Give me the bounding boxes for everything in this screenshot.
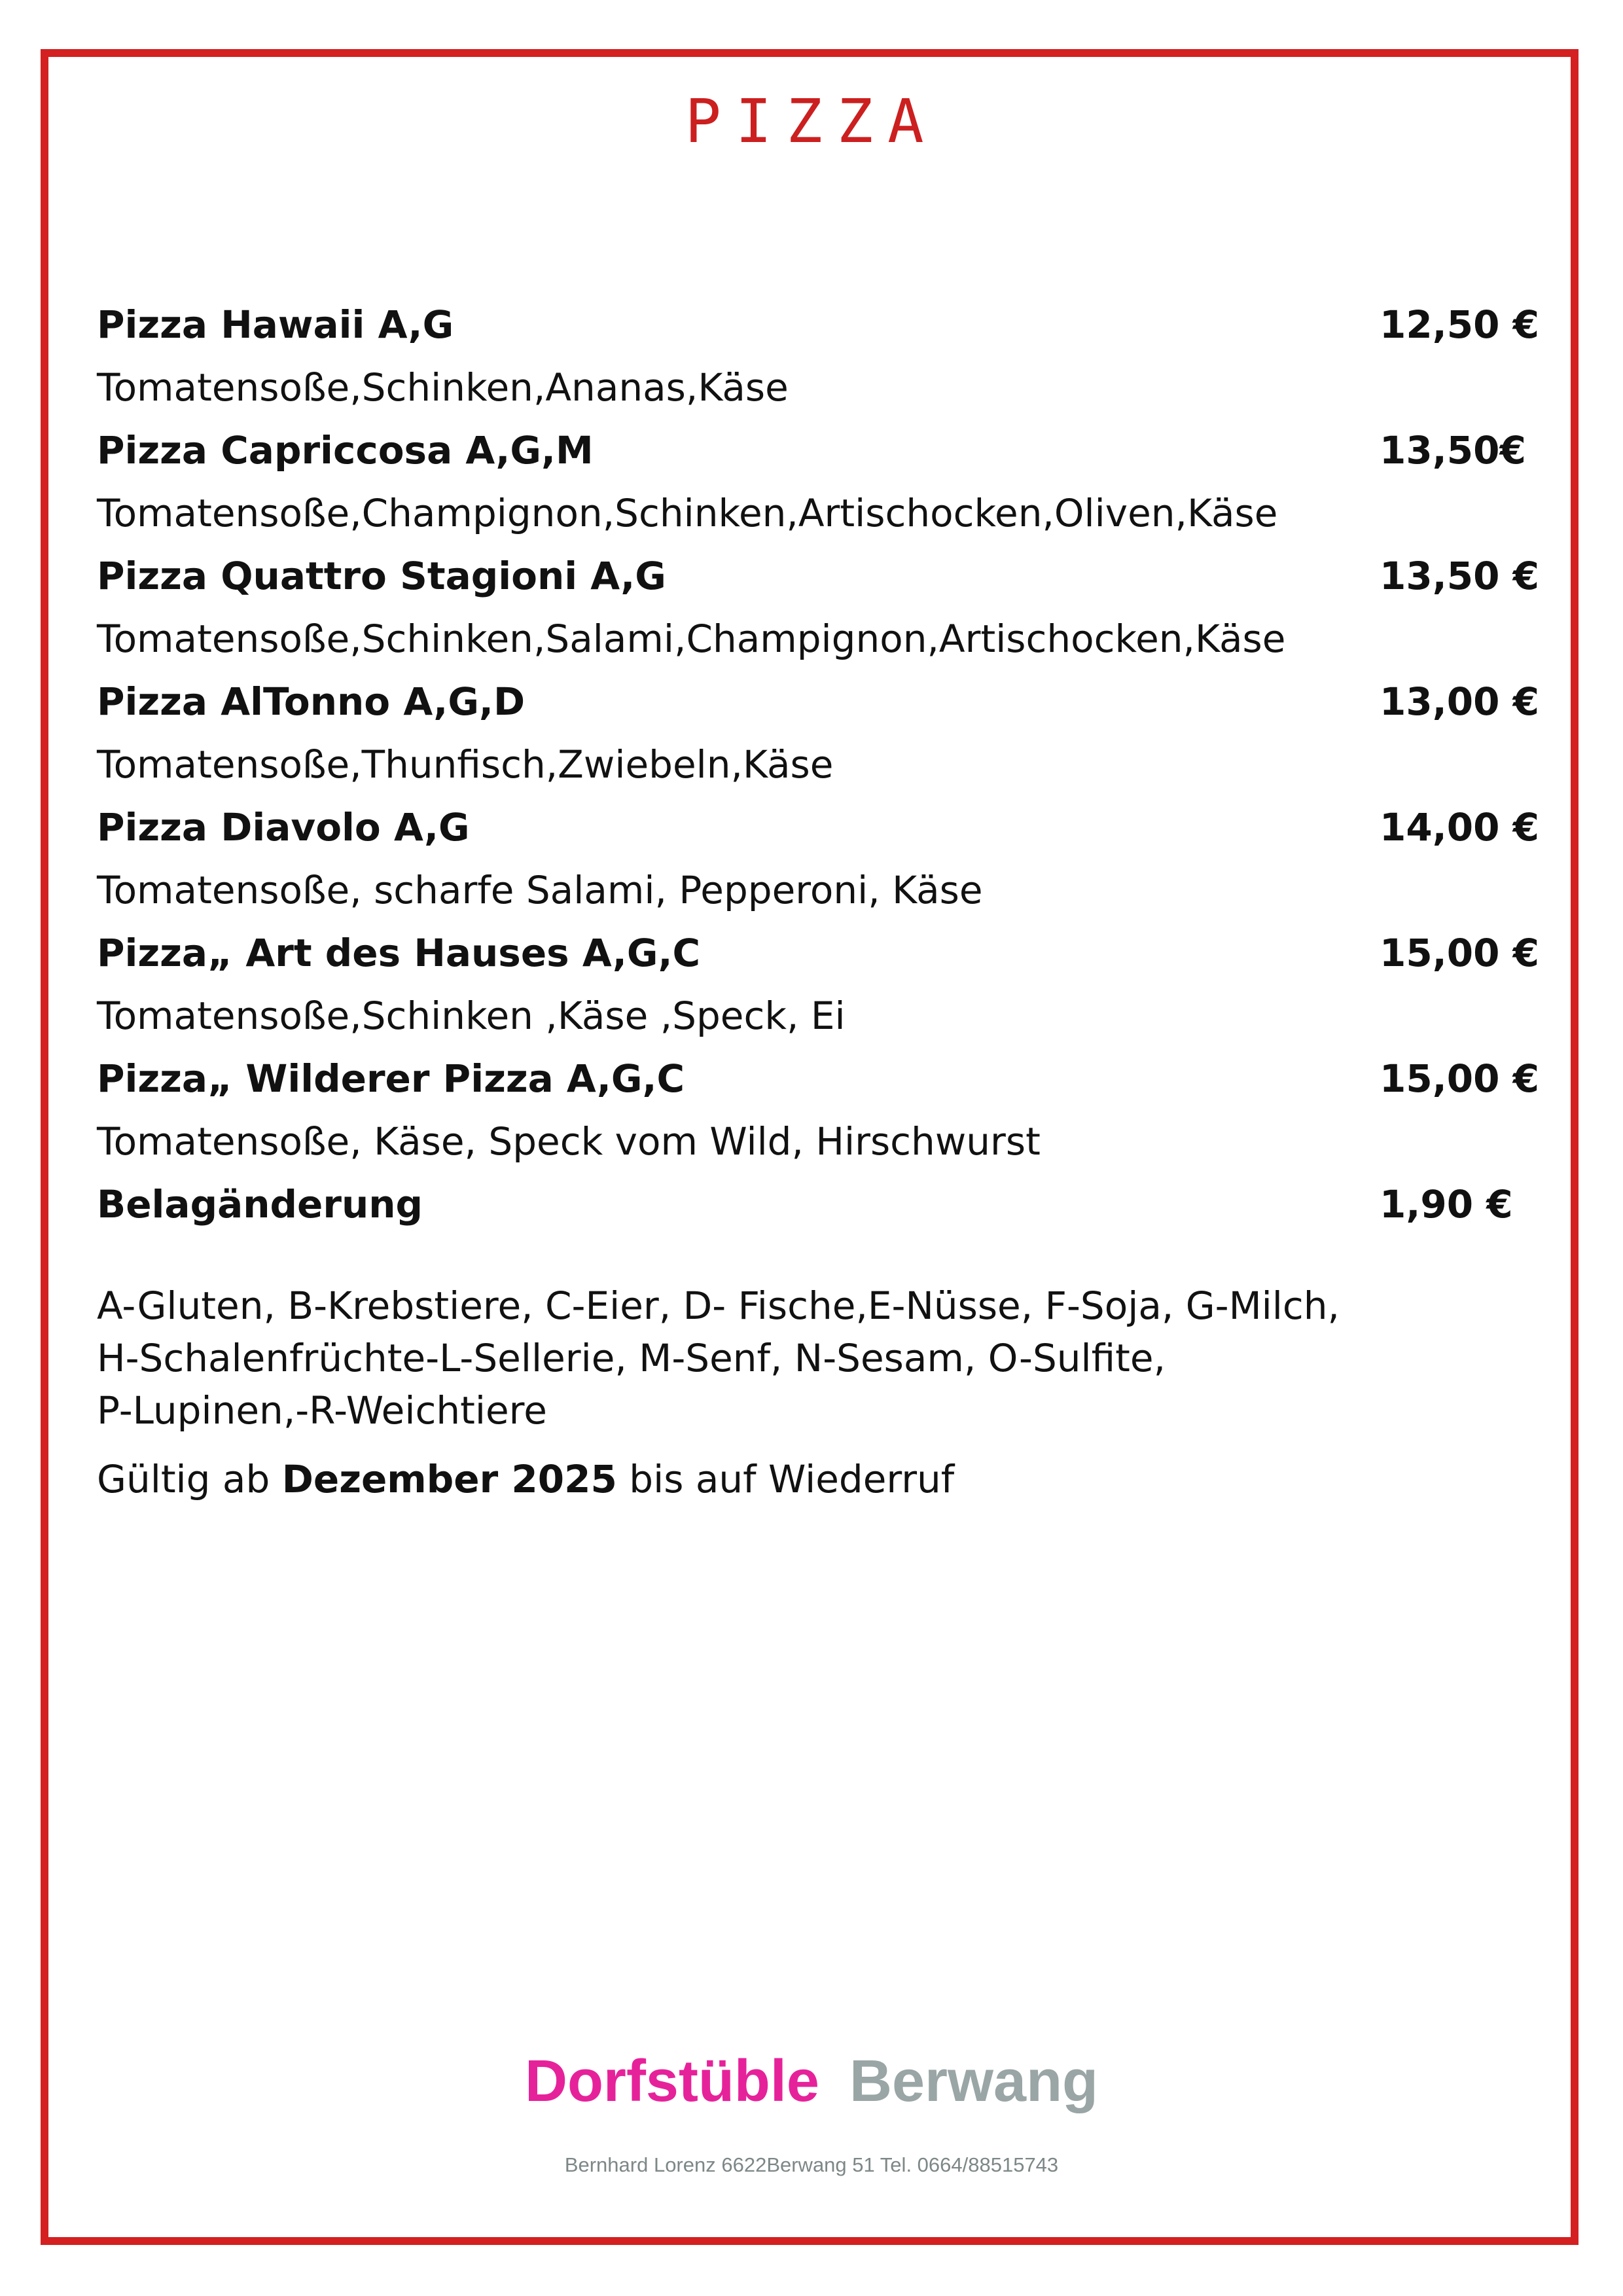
item-price: 14,00 €: [1380, 805, 1540, 850]
menu-item: [97, 922, 1540, 1047]
item-name: Pizza Capriccosa A,G,M: [97, 428, 594, 473]
item-description: Tomatensoße,Schinken ,Käse ,Speck, Ei: [97, 994, 846, 1038]
item-price: 13,00 €: [1380, 679, 1540, 724]
item-name: Pizza„ Wilderer Pizza A,G,C: [97, 1056, 685, 1101]
validity-date: Dezember 2025: [281, 1457, 617, 1501]
menu-item: [97, 670, 1540, 796]
item-price: 13,50€: [1380, 428, 1526, 473]
item-name: Pizza Quattro Stagioni A,G: [97, 554, 666, 598]
validity-prefix: Gültig ab: [97, 1457, 270, 1501]
menu-item: [97, 796, 1540, 922]
page-title: PIZZA: [685, 86, 938, 156]
item-description: Tomatensoße,Schinken,Salami,Champignon,Artischocken,Käse: [97, 617, 1286, 661]
menu-extra: [97, 1173, 1537, 1236]
item-name: Pizza Diavolo A,G: [97, 805, 470, 850]
allergen-line: A-Gluten, B-Krebstiere, C-Eier, D- Fische,E-Nüsse, F-Soja, G-Milch,: [97, 1283, 1340, 1328]
menu-item: [97, 1047, 1540, 1173]
footer-address: Bernhard Lorenz 6622Berwang 51 Tel. 0664/88515743: [564, 2153, 1059, 2176]
item-price: 15,00 €: [1380, 931, 1540, 975]
item-name: Pizza„ Art des Hauses A,G,C: [97, 931, 701, 975]
logo-primary: Dorfstüble: [524, 2049, 819, 2114]
extra-name: Belagänderung: [97, 1182, 423, 1227]
item-description: Tomatensoße,Thunfisch,Zwiebeln,Käse: [97, 742, 834, 787]
menu-item: [97, 419, 1537, 545]
item-description: Tomatensoße,Champignon,Schinken,Artischocken,Oliven,Käse: [97, 491, 1278, 535]
allergen-line: H-Schalenfrüchte-L-Sellerie, M-Senf, N-Sesam, O-Sulfite,: [97, 1336, 1166, 1380]
allergen-legend: [97, 1280, 1524, 1437]
extra-price: 1,90 €: [1380, 1182, 1513, 1227]
logo-secondary: Berwang: [849, 2049, 1099, 2114]
item-price: 12,50 €: [1380, 302, 1540, 347]
item-name: Pizza Hawaii A,G: [97, 302, 454, 347]
menu-item: [97, 293, 1540, 419]
allergen-line: P-Lupinen,-R-Weichtiere: [97, 1388, 547, 1433]
menu-list: [97, 293, 1540, 1236]
item-description: Tomatensoße, scharfe Salami, Pepperoni, Käse: [97, 868, 983, 912]
item-description: Tomatensoße,Schinken,Ananas,Käse: [97, 365, 789, 410]
validity-note: [97, 1450, 954, 1509]
item-price: 15,00 €: [1380, 1056, 1540, 1101]
item-price: 13,50 €: [1380, 554, 1540, 598]
item-name: Pizza AlTonno A,G,D: [97, 679, 526, 724]
item-description: Tomatensoße, Käse, Speck vom Wild, Hirschwurst: [97, 1119, 1041, 1164]
menu-item: [97, 545, 1540, 670]
validity-suffix: bis auf Wiederruf: [629, 1457, 955, 1501]
restaurant-logo: [0, 2049, 1623, 2114]
